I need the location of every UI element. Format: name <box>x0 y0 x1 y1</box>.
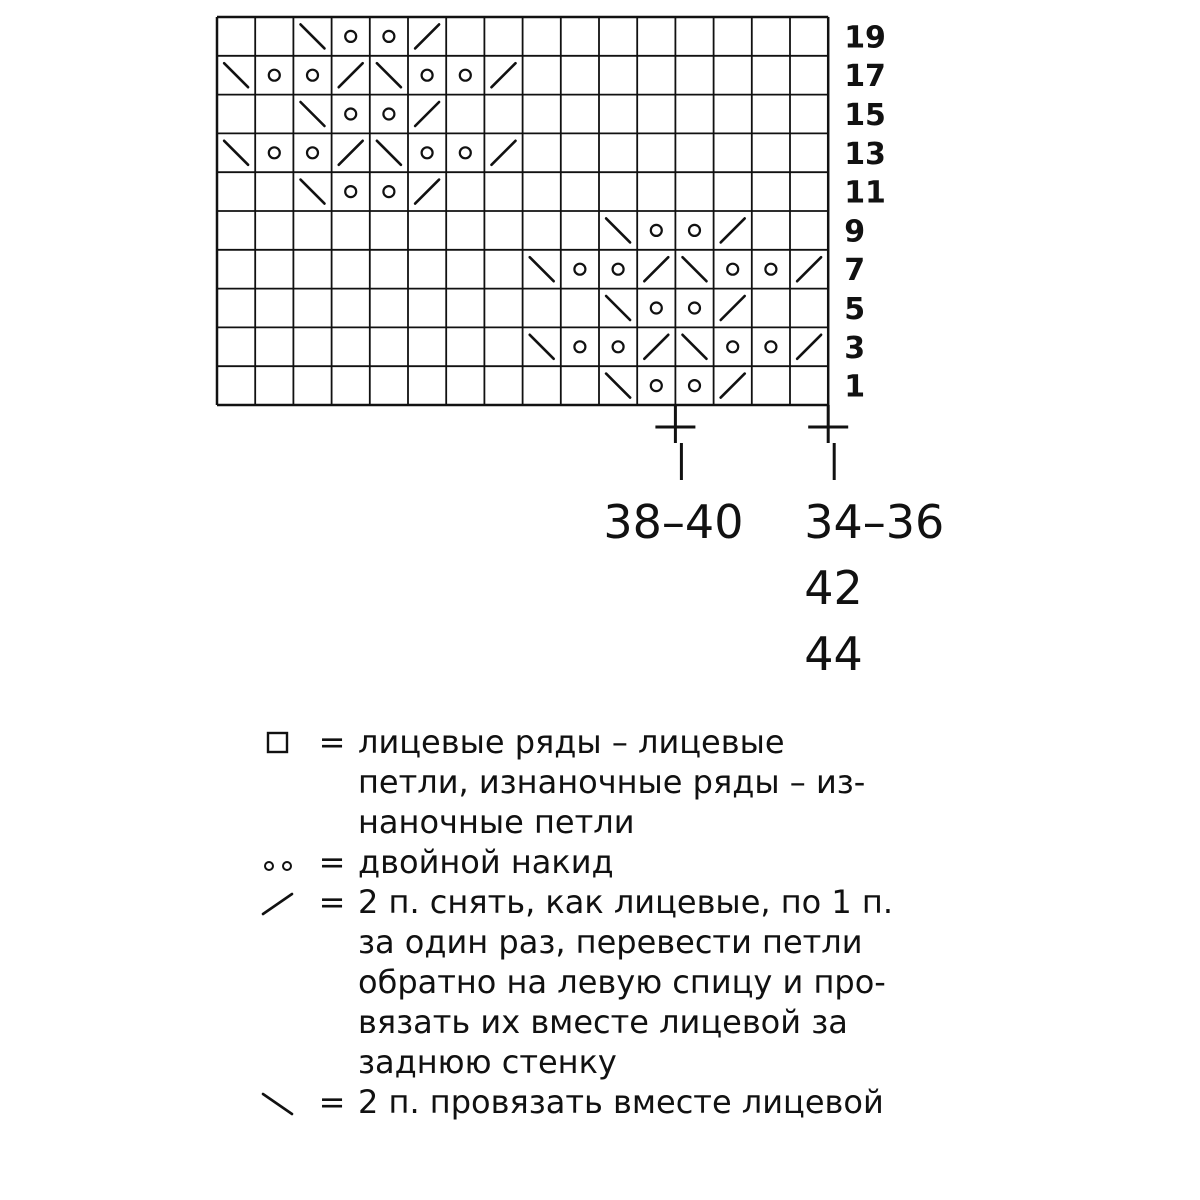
slash-icon <box>250 882 306 922</box>
row-label: 3 <box>844 330 866 366</box>
backslash-icon <box>250 1082 306 1122</box>
backslash-symbol <box>377 63 401 87</box>
slash-symbol <box>415 24 439 48</box>
legend <box>250 722 1170 1122</box>
row-label: 9 <box>844 214 866 250</box>
row-label: 1 <box>844 369 866 405</box>
backslash-symbol <box>224 141 248 165</box>
yarn-over-symbol <box>269 147 280 158</box>
chart-grid <box>217 17 828 405</box>
backslash-symbol <box>377 141 401 165</box>
yarn-over-symbol <box>345 109 356 120</box>
backslash-symbol <box>530 335 554 359</box>
slash-symbol <box>644 257 668 281</box>
legend-item <box>250 1082 1170 1122</box>
backslash-symbol <box>606 374 630 398</box>
yarn-over-symbol <box>651 380 662 391</box>
legend-text: 2 п. снять, как лицевые, по 1 п. за один раз, перевести петли обратно на левую спицу и про- вязать их вместе лицевой за заднюю стенку <box>358 883 894 1081</box>
row-label: 15 <box>844 98 886 133</box>
yarn-over-symbol <box>613 264 624 275</box>
yarn-over-symbol <box>460 147 471 158</box>
row-label: 5 <box>844 292 866 327</box>
size-markers <box>603 405 944 681</box>
yarn-over-symbol <box>307 147 318 158</box>
legend-item <box>250 722 1170 842</box>
yarn-over-symbol <box>689 303 700 314</box>
legend-text: 2 п. провязать вместе лицевой <box>358 1083 884 1121</box>
yarn-over-symbol <box>689 380 700 391</box>
yarn-over-symbol <box>460 70 471 81</box>
row-labels <box>844 20 886 404</box>
slash-symbol <box>415 180 439 204</box>
backslash-symbol <box>301 180 325 204</box>
legend-text: двойной накид <box>358 843 614 881</box>
backslash-symbol <box>606 218 630 242</box>
square-icon <box>250 722 306 762</box>
slash-symbol <box>339 63 363 87</box>
backslash-symbol <box>301 24 325 48</box>
yarn-over-symbol <box>689 225 700 236</box>
slash-symbol <box>797 335 821 359</box>
yarn-over-symbol <box>383 31 394 42</box>
yarn-over-symbol <box>307 70 318 81</box>
slash-symbol <box>721 374 745 398</box>
yarn-over-symbol <box>765 341 776 352</box>
size-label: 42 <box>804 561 863 615</box>
yarn-over-symbol <box>727 264 738 275</box>
yarn-over-symbol <box>765 264 776 275</box>
backslash-symbol <box>224 63 248 87</box>
backslash-symbol <box>301 102 325 126</box>
yarn-over-symbol <box>345 31 356 42</box>
legend-text: лицевые ряды – лицевые петли, изнаночные ряды – из- наночные петли <box>358 723 866 841</box>
yarn-over-symbol <box>613 341 624 352</box>
slash-symbol <box>339 141 363 165</box>
slash-symbol <box>721 296 745 320</box>
slash-symbol <box>492 141 516 165</box>
slash-symbol <box>415 102 439 126</box>
legend-equals: = <box>318 723 346 761</box>
yarn-over-symbol <box>269 70 280 81</box>
slash-symbol <box>797 257 821 281</box>
legend-equals: = <box>318 1083 346 1121</box>
size-label: 34–36 <box>804 495 945 549</box>
double-yarn-over-icon <box>250 842 306 882</box>
backslash-symbol <box>530 257 554 281</box>
size-label: 38–40 <box>603 495 744 549</box>
yarn-over-symbol <box>574 264 585 275</box>
yarn-over-symbol <box>345 186 356 197</box>
yarn-over-symbol <box>727 341 738 352</box>
legend-equals: = <box>318 883 346 921</box>
yarn-over-symbol <box>651 303 662 314</box>
yarn-over-symbol <box>383 186 394 197</box>
yarn-over-symbol <box>574 341 585 352</box>
row-label: 11 <box>844 175 886 211</box>
slash-symbol <box>644 335 668 359</box>
slash-symbol <box>721 218 745 242</box>
backslash-symbol <box>683 335 707 359</box>
legend-item <box>250 842 1170 882</box>
backslash-symbol <box>606 296 630 320</box>
row-label: 7 <box>844 253 866 289</box>
yarn-over-symbol <box>422 147 433 158</box>
yarn-over-symbol <box>651 225 662 236</box>
row-label: 19 <box>844 20 886 56</box>
slash-symbol <box>492 63 516 87</box>
yarn-over-symbol <box>383 109 394 120</box>
legend-item <box>250 882 1170 1082</box>
legend-equals: = <box>318 843 346 881</box>
row-label: 13 <box>844 136 886 172</box>
backslash-symbol <box>683 257 707 281</box>
size-label: 44 <box>804 627 863 681</box>
yarn-over-symbol <box>422 70 433 81</box>
row-label: 17 <box>844 59 886 95</box>
